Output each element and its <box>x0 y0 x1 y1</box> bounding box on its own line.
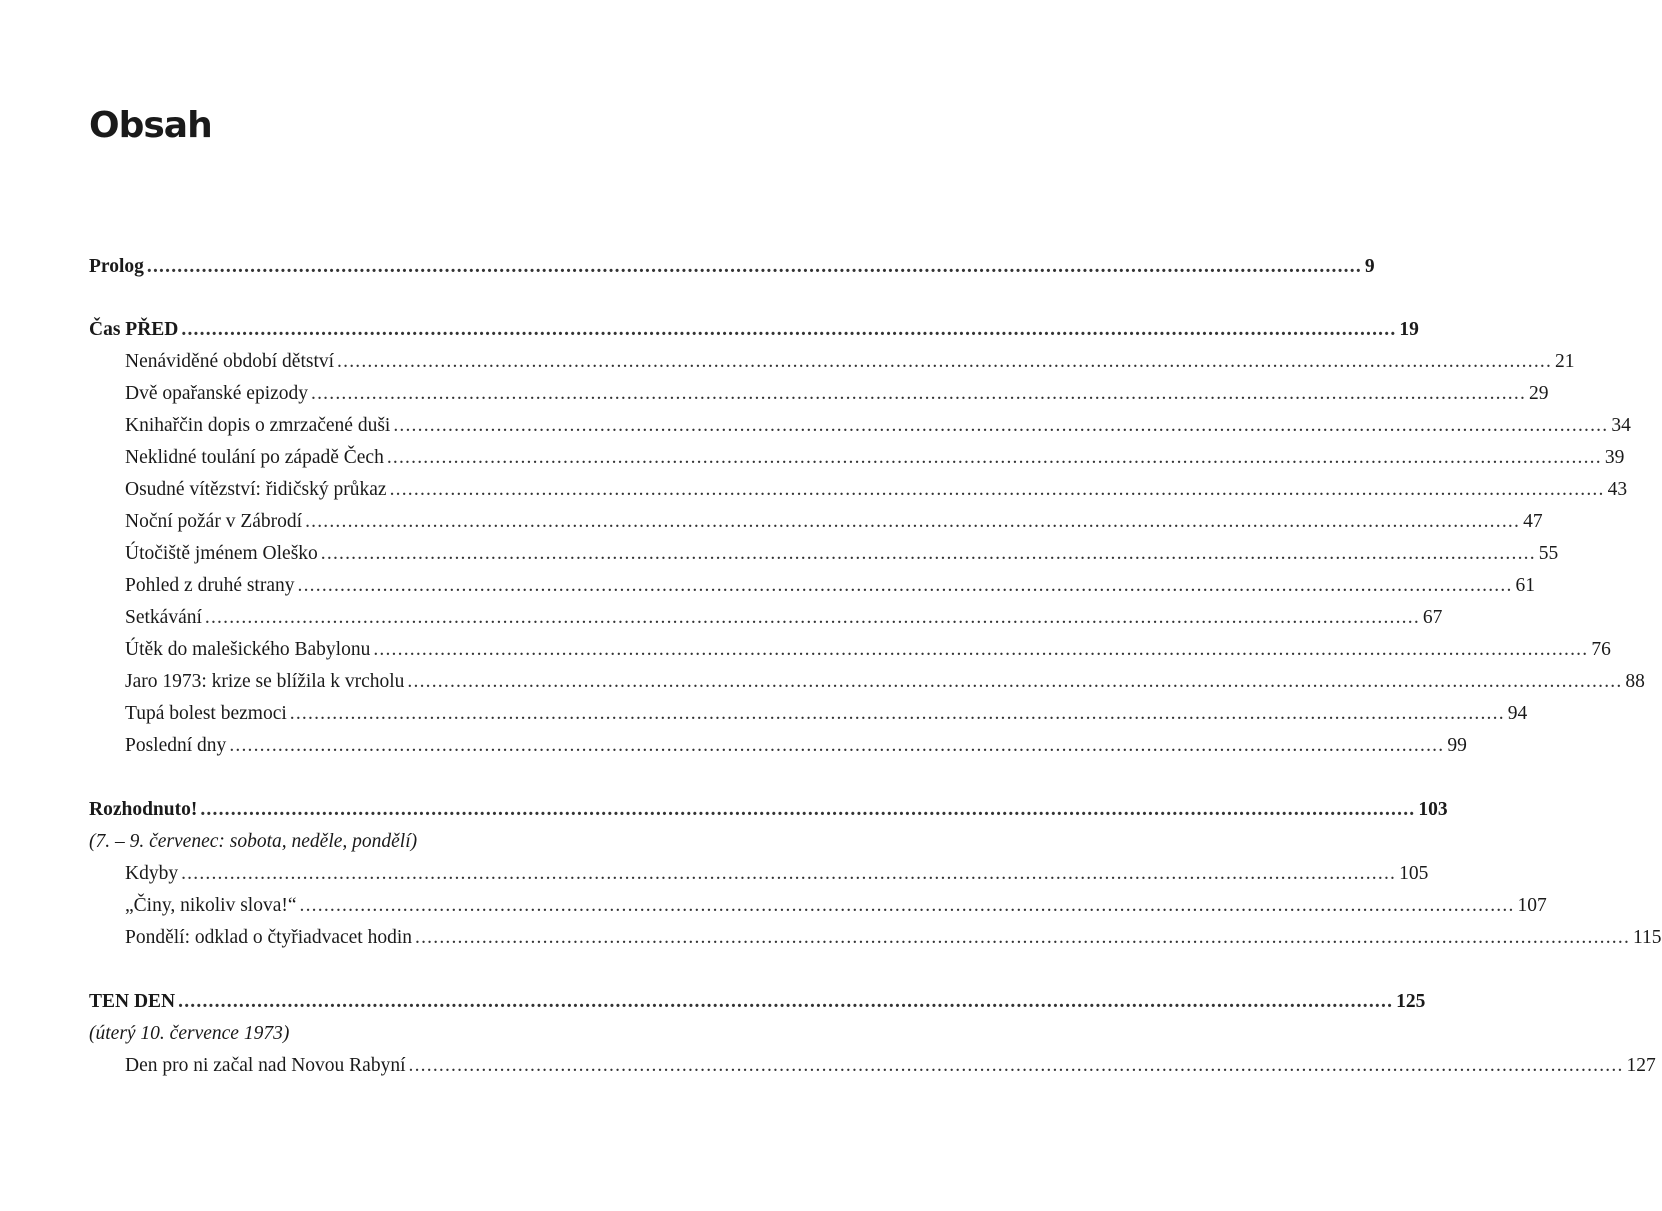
toc-page-number: 105 <box>1399 863 1429 884</box>
toc-page-number: 107 <box>1517 895 1547 916</box>
toc-entry[interactable] <box>125 474 1628 506</box>
dot-leader: ........................................................................................................................................................................................................ <box>289 703 1505 724</box>
dot-leader: ........................................................................................................................................................................................................ <box>389 479 1605 500</box>
toc-title: Neklidné toulání po západě Čech <box>125 447 384 468</box>
toc-title: Útěk do malešického Babylonu <box>125 639 371 660</box>
dot-leader: ........................................................................................................................................................................................................ <box>297 575 1513 596</box>
toc-part-note: (7. – 9. červenec: sobota, neděle, pondělí) <box>89 831 418 852</box>
toc-entry[interactable] <box>125 346 1575 378</box>
toc-page-number: 43 <box>1607 479 1628 500</box>
dot-leader: ........................................................................................................................................................................................................ <box>204 607 1420 628</box>
toc-page-number: 94 <box>1507 703 1528 724</box>
toc-title: Den pro ni začal nad Novou Rabyní <box>125 1055 406 1076</box>
dot-leader: ........................................................................................................................................................................................................ <box>393 415 1609 436</box>
toc-entry[interactable] <box>125 506 1543 538</box>
dot-leader: ........................................................................................................................................................................................................ <box>200 799 1416 820</box>
toc-entry[interactable] <box>125 698 1528 730</box>
toc-entry[interactable] <box>125 410 1631 442</box>
toc-part-ten-den[interactable] <box>89 986 1426 1018</box>
toc-page-number: 39 <box>1604 447 1625 468</box>
dot-leader: ........................................................................................................................................................................................................ <box>178 991 1394 1012</box>
toc-part-note: (úterý 10. července 1973) <box>89 1023 290 1044</box>
dot-leader: ........................................................................................................................................................................................................ <box>373 639 1589 660</box>
dot-leader: ........................................................................................................................................................................................................ <box>181 319 1397 340</box>
toc-title: Nenáviděné období dětství <box>125 351 335 372</box>
toc-page-number: 103 <box>1418 799 1448 820</box>
dot-leader: ........................................................................................................................................................................................................ <box>415 927 1631 948</box>
toc-page-number: 115 <box>1633 927 1662 948</box>
toc-title: Osudné vítězství: řidičský průkaz <box>125 479 387 500</box>
toc-page-number: 19 <box>1399 319 1419 340</box>
toc-page-number: 29 <box>1529 383 1549 404</box>
dot-leader: ........................................................................................................................................................................................................ <box>311 383 1527 404</box>
toc-title: Prolog <box>89 256 144 277</box>
toc-title: TEN DEN <box>89 991 176 1012</box>
dot-leader: ........................................................................................................................................................................................................ <box>305 511 1521 532</box>
toc-title: Poslední dny <box>125 735 227 756</box>
toc-page-number: 125 <box>1396 991 1426 1012</box>
page-title: Obsah <box>89 105 212 146</box>
toc-part-rozhodnuto[interactable] <box>89 794 1448 826</box>
toc-entry[interactable] <box>125 858 1429 890</box>
dot-leader: ........................................................................................................................................................................................................ <box>181 863 1397 884</box>
toc-title: Pohled z druhé strany <box>125 575 295 596</box>
toc-title: „Činy, nikoliv slova!“ <box>125 895 297 916</box>
toc-title: Dvě opařanské epizody <box>125 383 309 404</box>
dot-leader: ........................................................................................................................................................................................................ <box>386 447 1602 468</box>
toc-entry[interactable] <box>125 922 1662 954</box>
toc-page-number: 34 <box>1611 415 1631 436</box>
toc-title: Čas PŘED <box>89 319 179 340</box>
toc-part-prolog[interactable] <box>89 251 1375 283</box>
toc-title: Útočiště jménem Oleško <box>125 543 318 564</box>
toc-page-number: 55 <box>1538 543 1559 564</box>
dot-leader: ........................................................................................................................................................................................................ <box>408 1055 1624 1076</box>
toc-part-cas-pred[interactable] <box>89 314 1419 346</box>
toc-title: Kdyby <box>125 863 179 884</box>
toc-entry[interactable] <box>125 602 1443 634</box>
toc-title: Setkávání <box>125 607 202 628</box>
toc-title: Rozhodnuto! <box>89 799 198 820</box>
toc-title: Jaro 1973: krize se blížila k vrcholu <box>125 671 405 692</box>
toc-page-number: 61 <box>1515 575 1536 596</box>
toc-page-number: 21 <box>1555 351 1575 372</box>
toc-title: Tupá bolest bezmoci <box>125 703 287 724</box>
toc-entry[interactable] <box>125 730 1467 762</box>
toc-page-number: 9 <box>1364 256 1375 277</box>
toc-entry[interactable] <box>125 666 1645 698</box>
dot-leader: ........................................................................................................................................................................................................ <box>320 543 1536 564</box>
toc-entry[interactable] <box>125 442 1625 474</box>
dot-leader: ........................................................................................................................................................................................................ <box>337 351 1553 372</box>
dot-leader: ........................................................................................................................................................................................................ <box>407 671 1623 692</box>
toc-page-number: 88 <box>1625 671 1645 692</box>
toc-page-number: 67 <box>1422 607 1443 628</box>
toc-title: Noční požár v Zábrodí <box>125 511 303 532</box>
toc-page-number: 76 <box>1591 639 1611 660</box>
dot-leader: ........................................................................................................................................................................................................ <box>146 256 1362 277</box>
toc-entry[interactable] <box>125 378 1549 410</box>
toc-page-number: 127 <box>1626 1055 1656 1076</box>
toc-page-number: 99 <box>1447 735 1467 756</box>
dot-leader: ........................................................................................................................................................................................................ <box>299 895 1515 916</box>
toc-entry[interactable] <box>125 634 1611 666</box>
toc-entry[interactable] <box>125 538 1559 570</box>
toc-title: Knihařčin dopis o zmrzačené duši <box>125 415 391 436</box>
toc-page-number: 47 <box>1523 511 1543 532</box>
toc-entry[interactable] <box>125 890 1547 922</box>
toc-entry[interactable] <box>125 1050 1656 1082</box>
dot-leader: ........................................................................................................................................................................................................ <box>229 735 1445 756</box>
toc-title: Pondělí: odklad o čtyřiadvacet hodin <box>125 927 413 948</box>
toc-entry[interactable] <box>125 570 1536 602</box>
